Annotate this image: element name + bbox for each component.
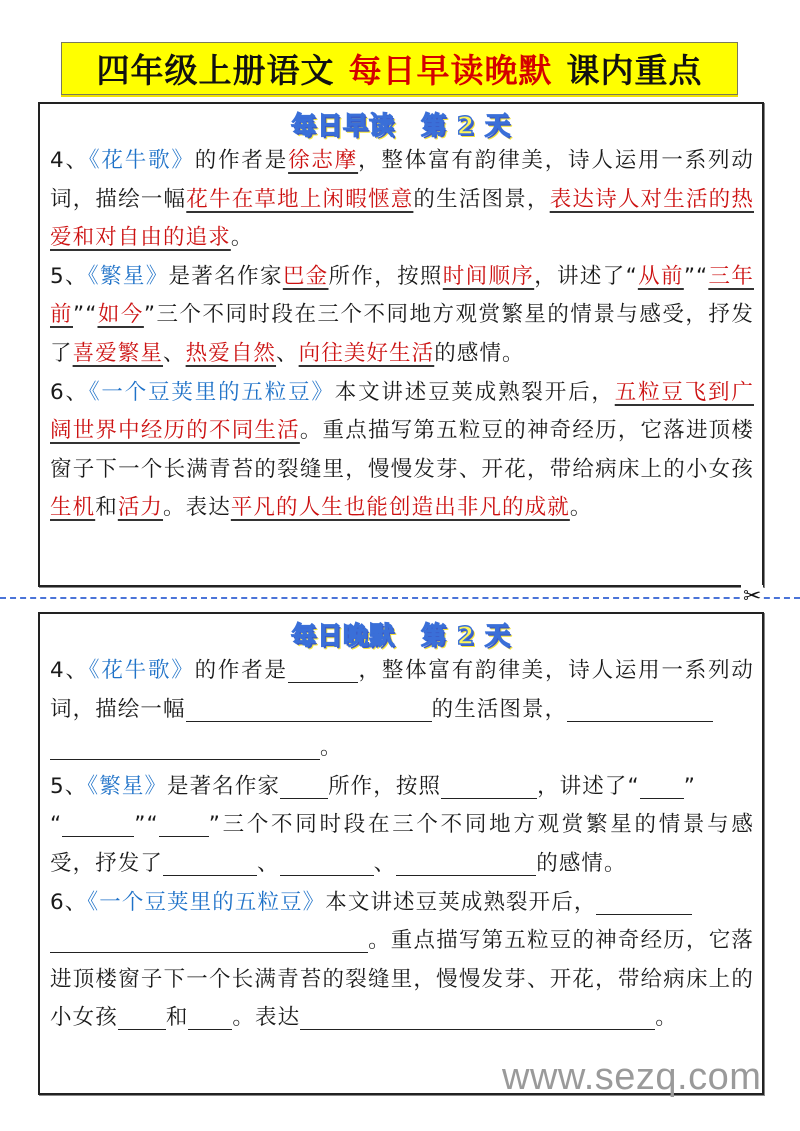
fill-blank[interactable] <box>186 695 432 722</box>
text: 。重点描写第五粒豆的神奇经历，它落进顶楼窗子下一个长满青苔的裂缝里，慢慢发芽、开花，带给病床上的小女孩 <box>50 928 754 1031</box>
morning-item-5 <box>50 258 754 374</box>
fill-blank[interactable] <box>62 810 134 837</box>
fill-blank[interactable] <box>50 733 320 760</box>
text: 的生活图景， <box>431 696 568 722</box>
text: ”三个不同时段在三个不同地方观赏繁星的情景与感受，抒发了 <box>50 302 754 366</box>
text: ”三个不同时段在三个不同地方观赏繁星的情景与感受，抒发了 <box>50 812 754 876</box>
item-number: 6、 <box>50 889 88 915</box>
text: 。表达 <box>232 1005 301 1031</box>
text: 的感情。 <box>536 850 627 876</box>
book-title: 《繁星》 <box>87 773 168 799</box>
item-number: 4、 <box>50 148 89 173</box>
item-number: 6、 <box>50 379 89 405</box>
page-title-banner <box>61 42 738 95</box>
text: 、 <box>373 850 397 876</box>
text: 。重点描写第五粒豆的神奇经历，它落进顶楼窗子下一个长满青苔的裂缝里，慢慢发芽、开花，带给病床上的小女孩 <box>50 418 754 482</box>
watermark: www.sezq.com <box>502 1056 762 1098</box>
morning-heading-label: 每日早读 <box>291 111 396 140</box>
book-title: 《一个豆荚里的五粒豆》 <box>87 889 326 915</box>
text: 、 <box>257 850 280 876</box>
answer: 向往美好生活 <box>298 340 435 366</box>
fill-blank[interactable] <box>188 1003 232 1030</box>
book-title: 《花牛歌》 <box>88 658 195 683</box>
text: 。 <box>655 1005 678 1031</box>
text: ，讲述了“ <box>537 773 640 799</box>
text: 所作，按照 <box>328 263 443 289</box>
text: 和 <box>95 495 118 521</box>
fill-blank[interactable] <box>280 772 328 799</box>
evening-item-5 <box>50 768 754 884</box>
text: 是著名作家 <box>168 263 283 289</box>
fill-blank[interactable] <box>640 772 684 799</box>
fill-blank[interactable] <box>567 695 713 722</box>
answer: 如今 <box>97 302 144 328</box>
item-number: 4、 <box>50 658 89 683</box>
text: ”“ <box>683 263 709 289</box>
text: 和 <box>165 1005 189 1031</box>
morning-item-4 <box>50 142 754 258</box>
fill-blank[interactable] <box>441 772 537 799</box>
morning-heading <box>40 107 762 141</box>
evening-day-label: 第 2 天 <box>421 621 511 650</box>
answer: 活力 <box>117 495 164 521</box>
book-title: 《繁星》 <box>87 263 169 289</box>
item-number: 5、 <box>50 263 88 289</box>
evening-heading-label: 每日晚默 <box>291 621 396 650</box>
text: 、 <box>276 340 299 366</box>
text: 本文讲述豆荚成熟裂开后， <box>325 889 597 915</box>
morning-item-6 <box>50 374 754 528</box>
fill-blank[interactable] <box>396 849 536 876</box>
text: ，整体富有韵律美，诗人运用一系列动词，描绘一幅 <box>50 658 754 722</box>
text: ，整体富有韵律美，诗人运用一系列动词，描绘一幅 <box>50 148 754 212</box>
answer: 花牛在草地上闲暇惬意 <box>186 186 414 212</box>
cut-line-divider <box>0 597 800 599</box>
text: 本文讲述豆荚成熟裂开后， <box>334 379 615 405</box>
evening-content <box>50 652 754 1038</box>
answer: 从前 <box>637 263 684 289</box>
answer: 五粒豆飞到广阔世界中经历的不同生活 <box>50 379 754 444</box>
fill-blank[interactable] <box>163 849 257 876</box>
title-grade-subject: 四年级上册语文 <box>96 51 335 90</box>
answer: 平凡的人生也能创造出非凡的成就 <box>230 495 570 521</box>
answer: 巴金 <box>282 263 329 289</box>
text: 的生活图景， <box>413 186 550 212</box>
answer: 三年前 <box>50 263 754 328</box>
answer: 喜爱繁星 <box>72 340 164 366</box>
fill-blank[interactable] <box>300 1003 655 1030</box>
book-title: 《一个豆荚里的五粒豆》 <box>88 379 335 405</box>
answer: 生机 <box>50 495 96 521</box>
text: “ <box>50 812 63 838</box>
morning-reading-box <box>38 102 764 587</box>
evening-item-6 <box>50 884 754 1038</box>
text: 所作，按照 <box>328 773 442 799</box>
answer: 热爱自然 <box>185 340 277 366</box>
text: ”“ <box>134 812 159 838</box>
scissors-icon: ✂ <box>743 584 762 609</box>
text: 的作者是 <box>194 148 289 173</box>
fill-blank[interactable] <box>596 888 692 915</box>
morning-content <box>50 142 754 528</box>
answer: 表达诗人对生活的热爱和对自由的追求 <box>50 186 754 251</box>
text: 。 <box>569 495 593 521</box>
book-title: 《花牛歌》 <box>88 148 195 173</box>
text: 、 <box>163 340 186 366</box>
fill-blank[interactable] <box>280 849 374 876</box>
evening-item-4 <box>50 652 754 768</box>
text: 。 <box>230 225 254 251</box>
text: 。 <box>320 735 343 761</box>
morning-day-label: 第 2 天 <box>421 111 511 140</box>
fill-blank[interactable] <box>288 656 358 683</box>
fill-blank[interactable] <box>118 1003 166 1030</box>
text: ”“ <box>73 302 98 328</box>
text: 。表达 <box>163 495 231 521</box>
answer: 时间顺序 <box>442 263 535 289</box>
title-key-points: 课内重点 <box>566 51 703 90</box>
title-highlight: 每日早读晚默 <box>348 51 553 90</box>
text: ，讲述了“ <box>534 263 638 289</box>
answer: 徐志摩 <box>288 148 359 173</box>
evening-heading <box>40 617 762 651</box>
text: 的作者是 <box>194 658 288 683</box>
fill-blank[interactable] <box>50 926 368 953</box>
fill-blank[interactable] <box>159 810 209 837</box>
evening-dictation-box <box>38 612 764 1095</box>
item-number: 5、 <box>50 773 88 799</box>
text: 的感情。 <box>434 340 525 366</box>
text: ” <box>683 773 696 799</box>
text: 是著名作家 <box>167 773 281 799</box>
